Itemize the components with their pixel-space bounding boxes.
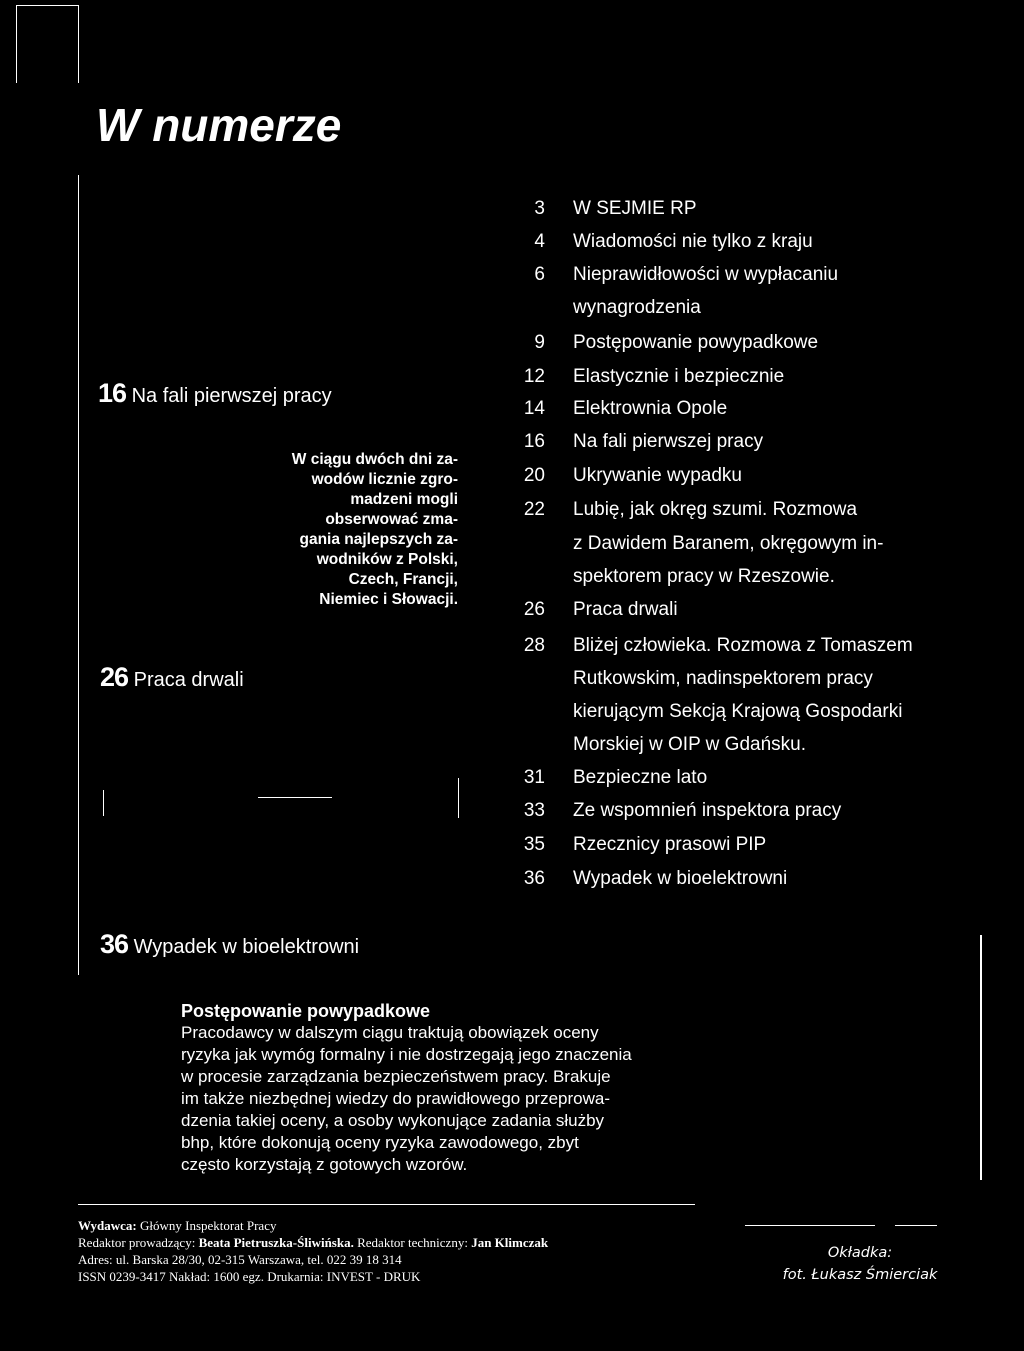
article-summary	[181, 1000, 701, 1176]
toc-title-continued: Morskiej w OIP w Gdańsku.	[573, 734, 807, 755]
toc-entry[interactable]	[505, 767, 965, 800]
toc-entry[interactable]	[505, 332, 965, 365]
teaser-line: obserwować zma-	[325, 511, 458, 528]
imprint-issn: ISSN 0239-3417 Nakład: 1600 egz. Drukarnia: INVEST - DRUK	[78, 1269, 421, 1284]
toc-entry[interactable]	[505, 834, 965, 867]
summary-line: Pracodawcy w dalszym ciągu traktują obowiązek oceny	[181, 1023, 599, 1042]
summary-line: bhp, które dokonują oceny ryzyka zawodowego, zbyt	[181, 1133, 579, 1152]
teaser-line: Czech, Francji,	[348, 571, 458, 588]
imprint-divider	[78, 1204, 695, 1205]
frame-line-mid-c	[458, 778, 459, 818]
editor-label: Redaktor prowadzący:	[78, 1235, 196, 1250]
imprint-publisher	[78, 1217, 548, 1234]
toc-entry[interactable]	[505, 398, 965, 431]
toc-title-continued: wynagrodzenia	[573, 297, 701, 318]
summary-line: im także niezbędnej wiedzy do prawidłowego przeprowa-	[181, 1089, 611, 1108]
feature-title: Na fali pierwszej pracy	[131, 385, 332, 407]
frame-line-top-left	[16, 5, 17, 83]
toc-entry[interactable]	[505, 599, 965, 632]
summary-line: często korzystają z gotowych wzorów.	[181, 1155, 468, 1174]
feature-16	[98, 378, 332, 409]
toc-page-number: 3	[534, 198, 545, 219]
toc-title: Bezpieczne lato	[573, 767, 708, 788]
cover-label: Okładka:	[827, 1245, 893, 1261]
frame-line-right	[980, 935, 982, 1180]
toc-title: W SEJMIE RP	[573, 198, 697, 219]
toc-entry[interactable]	[505, 198, 965, 231]
teaser-line: W ciągu dwóch dni za-	[291, 451, 458, 468]
imprint-editors	[78, 1234, 548, 1251]
feature-title: Wypadek w bioelektrowni	[133, 936, 360, 958]
toc-title-continued: spektorem pracy w Rzeszowie.	[573, 566, 835, 587]
frame-line-top	[16, 5, 78, 6]
frame-line-top-right	[78, 5, 79, 83]
editor-name: Beata Pietruszka-Śliwińska.	[198, 1235, 354, 1250]
toc-entry-continued	[505, 297, 965, 330]
toc-title-continued: Rutkowskim, nadinspektorem pracy	[573, 668, 873, 689]
toc-entry[interactable]	[505, 800, 965, 833]
toc-entry[interactable]	[505, 231, 965, 264]
toc-entry[interactable]	[505, 431, 965, 464]
toc-entry[interactable]	[505, 499, 965, 532]
toc-page-number: 28	[523, 635, 545, 656]
toc-title: Lubię, jak okręg szumi. Rozmowa	[573, 499, 858, 520]
toc-page-number: 33	[523, 800, 545, 821]
frame-line-left	[78, 175, 79, 975]
teaser-line: Niemiec i Słowacji.	[319, 591, 458, 608]
toc-page-number: 14	[523, 398, 545, 419]
toc-title-continued: kierującym Sekcją Krajową Gospodarki	[573, 701, 903, 722]
toc-entry-continued	[505, 701, 965, 734]
toc-page-number: 35	[523, 834, 545, 855]
cover-divider-a	[745, 1225, 875, 1226]
toc-page-number: 20	[523, 465, 545, 486]
feature-page-number: 16	[98, 378, 127, 408]
feature-36	[100, 929, 359, 960]
frame-line-mid-a	[103, 790, 104, 816]
feature-page-number: 36	[100, 929, 129, 959]
teaser-line: madzeni mogli	[350, 491, 458, 508]
cover-credit	[760, 1242, 960, 1286]
toc-page-number: 4	[534, 231, 545, 252]
toc-title: Na fali pierwszej pracy	[573, 431, 764, 452]
toc-title: Wiadomości nie tylko z kraju	[573, 231, 813, 252]
feature-title: Praca drwali	[133, 669, 244, 691]
toc-entry[interactable]	[505, 465, 965, 498]
toc-page-number: 31	[523, 767, 545, 788]
toc-entry[interactable]	[505, 366, 965, 399]
toc-entry-continued	[505, 566, 965, 599]
toc-page-number: 6	[534, 264, 545, 285]
publisher-name: Główny Inspektorat Pracy	[140, 1218, 277, 1233]
teaser-line: wodów licznie zgro-	[311, 471, 458, 488]
publisher-label: Wydawca:	[78, 1218, 137, 1233]
summary-line: ryzyka jak wymóg formalny i nie dostrzegają jego znaczenia	[181, 1045, 632, 1064]
toc-entry-continued	[505, 734, 965, 767]
toc-title: Rzecznicy prasowi PIP	[573, 834, 767, 855]
toc-title: Wypadek w bioelektrowni	[573, 868, 788, 889]
feature-teaser	[283, 450, 458, 610]
page-title: W numerze	[96, 99, 342, 151]
toc-page-number: 9	[534, 332, 545, 353]
feature-26	[100, 662, 244, 693]
toc-page-number: 22	[523, 499, 545, 520]
summary-heading: Postępowanie powypadkowe	[181, 1001, 431, 1021]
toc-title: Postępowanie powypadkowe	[573, 332, 819, 353]
toc-page-number: 36	[523, 868, 545, 889]
toc-entry-continued	[505, 533, 965, 566]
toc-title: Elektrownia Opole	[573, 398, 728, 419]
toc-title: Nieprawidłowości w wypłacaniu	[573, 264, 839, 285]
toc-title: Bliżej człowieka. Rozmowa z Tomaszem	[573, 635, 913, 656]
toc-page-number: 26	[523, 599, 545, 620]
tech-editor-label: Redaktor techniczny:	[357, 1235, 468, 1250]
toc-title-continued: z Dawidem Baranem, okręgowym in-	[573, 533, 884, 554]
cover-divider-b	[895, 1225, 937, 1226]
tech-editor-name: Jan Klimczak	[471, 1235, 549, 1250]
summary-line: dzenia takiej oceny, a osoby wykonujące zadania służby	[181, 1111, 605, 1130]
teaser-line: wodników z Polski,	[316, 551, 458, 568]
imprint	[78, 1217, 548, 1285]
teaser-line: gania najlepszych za-	[299, 531, 458, 548]
toc-entry[interactable]	[505, 635, 965, 668]
summary-line: w procesie zarządzania bezpieczeństwem pracy. Brakuje	[181, 1067, 611, 1086]
toc-entry-continued	[505, 668, 965, 701]
feature-page-number: 26	[100, 662, 129, 692]
toc-entry[interactable]	[505, 868, 965, 901]
toc-title: Praca drwali	[573, 599, 678, 620]
toc-page-number: 12	[523, 366, 545, 387]
cover-photographer: fot. Łukasz Śmierciak	[782, 1267, 938, 1283]
frame-line-mid-b	[258, 797, 332, 798]
imprint-address: Adres: ul. Barska 28/30, 02-315 Warszawa, tel. 022 39 18 314	[78, 1252, 402, 1267]
toc-title: Ukrywanie wypadku	[573, 465, 742, 486]
toc-title: Elastycznie i bezpiecznie	[573, 366, 785, 387]
toc-page-number: 16	[523, 431, 545, 452]
toc-entry[interactable]	[505, 264, 965, 297]
toc-title: Ze wspomnień inspektora pracy	[573, 800, 842, 821]
